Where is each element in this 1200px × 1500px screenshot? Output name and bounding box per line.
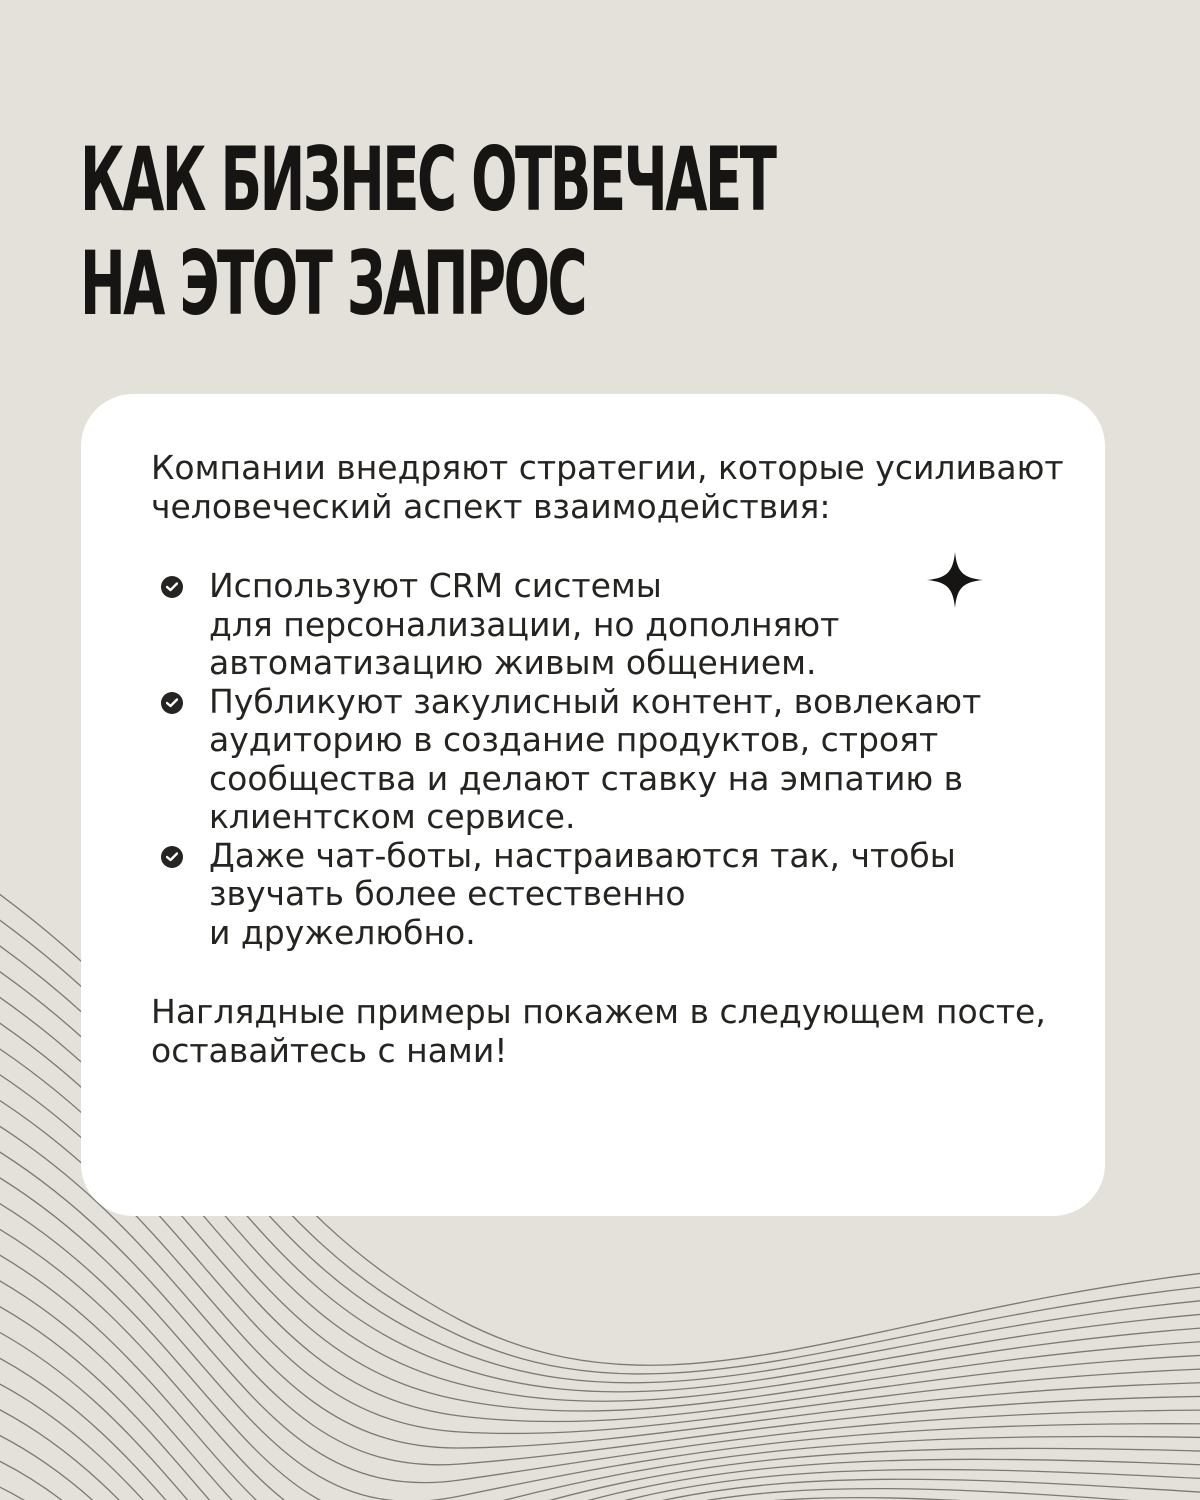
title-line-2: НА ЭТОТ ЗАПРОС <box>80 232 586 335</box>
check-circle-icon <box>161 576 183 598</box>
bullet-text-1b: для персонализации, но дополняют автоматизацию живым общением. <box>209 604 840 682</box>
card-text <box>151 449 1071 1070</box>
bullet-text-1a: Используют CRM системы <box>209 566 662 605</box>
check-circle-icon <box>161 846 183 868</box>
bullet-list <box>151 567 1071 952</box>
title-line-1: КАК БИЗНЕС ОТВЕЧАЕТ <box>80 128 775 231</box>
page-title <box>80 128 775 336</box>
intro-paragraph: Компании внедряют стратегии, которые усиливают человеческий аспект взаимодействия: <box>151 448 1064 526</box>
content-card <box>81 394 1105 1216</box>
check-circle-icon <box>161 692 183 714</box>
outro-paragraph: Наглядные примеры покажем в следующем посте, оставайтесь с нами! <box>151 992 1046 1070</box>
bullet-text-3b: и дружелюбно. <box>209 912 476 952</box>
sparkle-star-icon <box>925 550 985 610</box>
bullet-item <box>151 683 1071 837</box>
bullet-item <box>151 837 1071 953</box>
bullet-text-3a: Даже чат-боты, настраиваются так, чтобы звучать более естественно <box>209 835 956 913</box>
bullet-text-2: Публикуют закулисный контент, вовлекают аудиторию в создание продуктов, строят сообщества и делают ставку на эмпатию в клиентском сервисе. <box>209 681 982 836</box>
